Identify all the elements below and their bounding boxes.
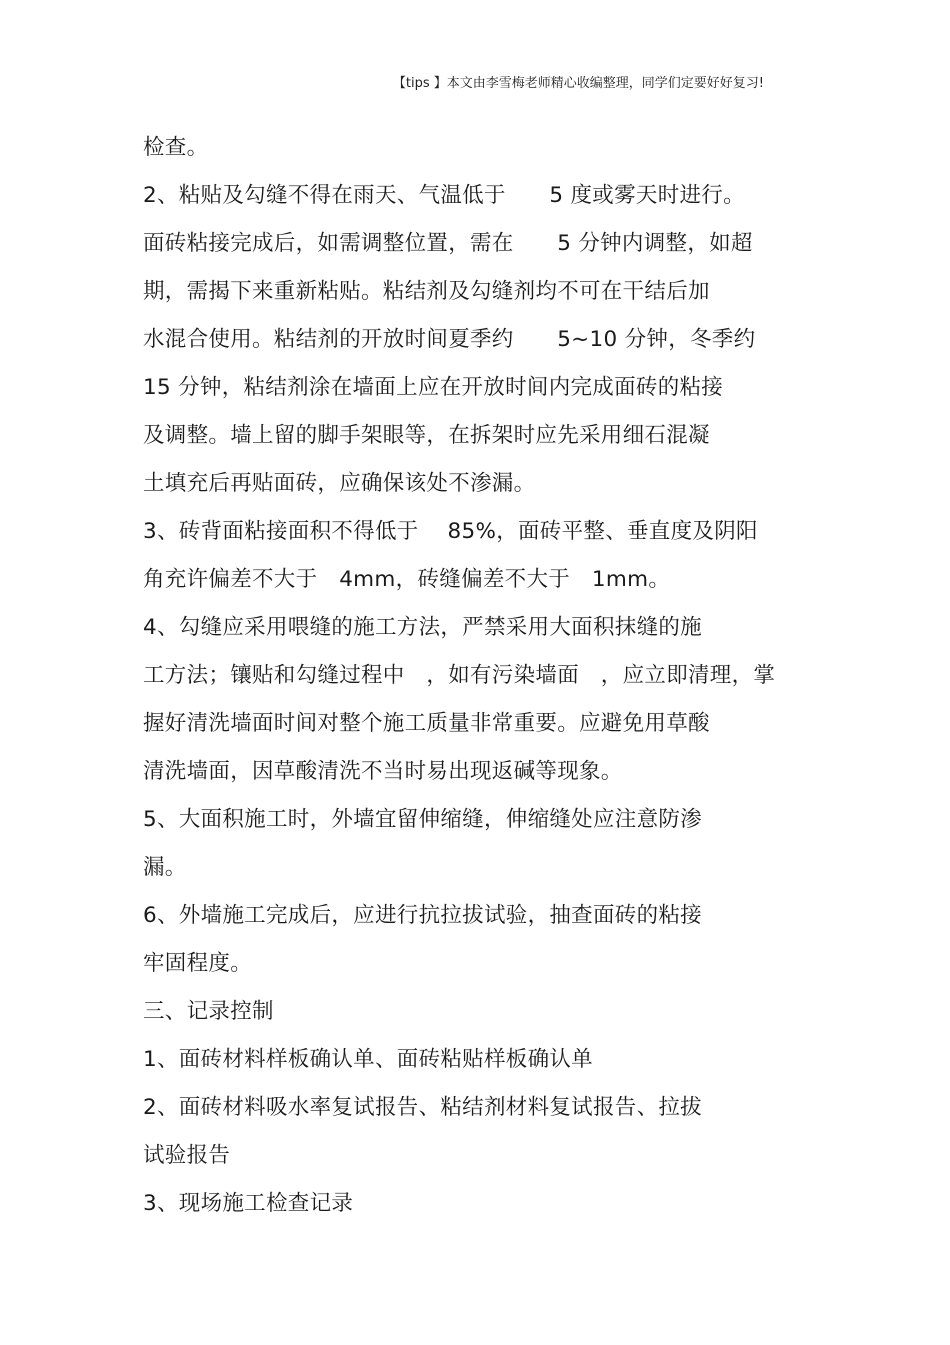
text-line: 15 分钟，粘结剂涂在墙面上应在开放时间内完成面砖的粘接: [143, 375, 724, 400]
section-heading: 三、记录控制: [143, 999, 274, 1024]
text-line: 检查。: [143, 135, 209, 160]
text-line: 握好清洗墙面时间对整个施工质量非常重要。应避免用草酸: [143, 711, 710, 736]
text-line: 3、砖背面粘接面积不得低于 85%，面砖平整、垂直度及阴阳: [143, 519, 758, 544]
text-line: 工方法；镶贴和勾缝过程中 ，如有污染墙面 ，应立即清理，掌: [143, 663, 776, 688]
document-body: [143, 124, 823, 1228]
text-line: 角充许偏差不大于 4mm，砖缝偏差不大于 1mm。: [143, 567, 671, 592]
text-line: 6、外墙施工完成后，应进行抗拉拔试验，抽查面砖的粘接: [143, 903, 702, 928]
text-line: 4、勾缝应采用喂缝的施工方法，严禁采用大面积抹缝的施: [143, 615, 702, 640]
text-line: 2、面砖材料吸水率复试报告、粘结剂材料复试报告、拉拔: [143, 1095, 702, 1120]
text-line: 2、粘贴及勾缝不得在雨天、气温低于 5 度或雾天时进行。: [143, 183, 745, 208]
header-tips-note: 【tips 】本文由李雪梅老师精心收编整理，同学们定要好好复习!: [392, 76, 764, 91]
text-line: 及调整。墙上留的脚手架眼等，在拆架时应先采用细石混凝: [143, 423, 710, 448]
text-line: 漏。: [143, 855, 187, 880]
text-line: 5、大面积施工时，外墙宜留伸缩缝，伸缩缝处应注意防渗: [143, 807, 702, 832]
text-line: 土填充后再贴面砖，应确保该处不渗漏。: [143, 471, 536, 496]
text-line: 牢固程度。: [143, 951, 253, 976]
text-line: 期，需揭下来重新粘贴。粘结剂及勾缝剂均不可在干结后加: [143, 279, 710, 304]
text-line: 3、现场施工检查记录: [143, 1191, 354, 1216]
text-line: 清洗墙面，因草酸清洗不当时易出现返碱等现象。: [143, 759, 623, 784]
text-line: 1、面砖材料样板确认单、面砖粘贴样板确认单: [143, 1047, 593, 1072]
text-line: 面砖粘接完成后，如需调整位置，需在 5 分钟内调整，如超: [143, 231, 753, 256]
text-line: 水混合使用。粘结剂的开放时间夏季约 5~10 分钟，冬季约: [143, 327, 756, 352]
text-line: 试验报告: [143, 1143, 231, 1168]
